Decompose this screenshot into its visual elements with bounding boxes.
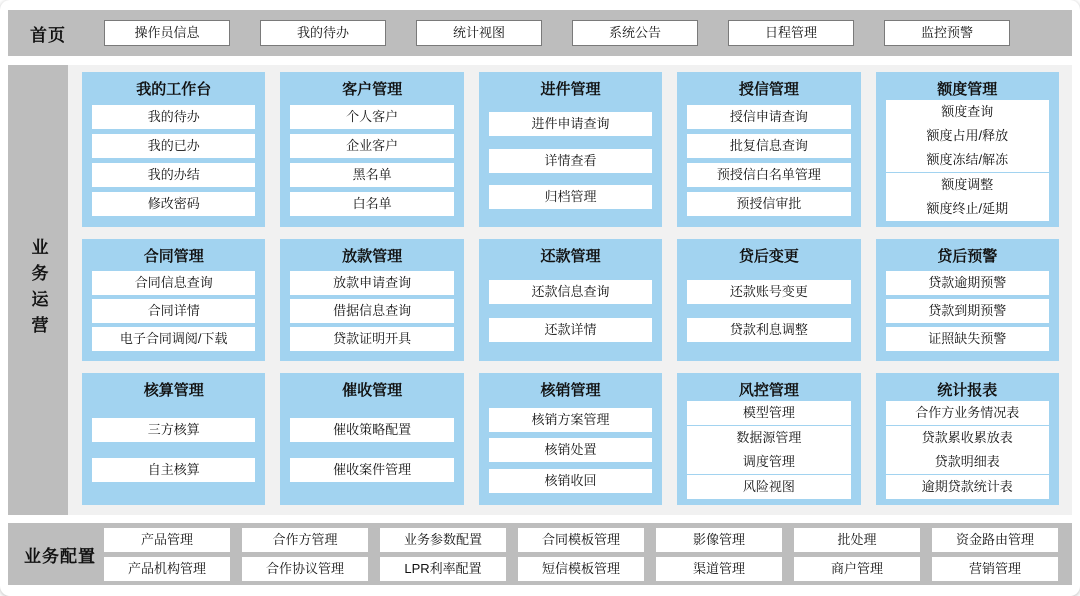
menu-item-button[interactable]: 合作方业务情况表 [886,401,1049,425]
module-group-title: 客户管理 [342,81,403,98]
menu-item-button[interactable]: 还款详情 [489,318,652,342]
home-section-label: 首页 [30,25,66,45]
operations-grid [68,65,1072,515]
operations-section-label: 业务运营 [28,238,48,342]
config-menu-button[interactable]: 业务参数配置 [380,528,506,552]
module-group-title: 合同管理 [143,248,204,265]
menu-item-button[interactable]: 我的办结 [92,163,255,187]
menu-item-button[interactable]: 模型管理 [687,401,850,425]
menu-item-button[interactable]: 进件申请查询 [489,112,652,136]
module-group-items [687,401,850,499]
menu-item-button[interactable]: 贷款利息调整 [687,318,850,342]
config-menu-button[interactable]: 批处理 [794,528,920,552]
config-menu-button[interactable]: 影像管理 [656,528,782,552]
module-group [677,72,860,227]
module-group-items [290,100,453,221]
menu-item-button[interactable]: 催收策略配置 [290,418,453,442]
menu-item-button[interactable]: 合同信息查询 [92,271,255,295]
module-group [677,239,860,361]
module-group-title: 核销管理 [540,382,601,399]
menu-item-button[interactable]: 三方核算 [92,418,255,442]
module-group-title: 贷后预警 [937,248,998,265]
config-section-label: 业务配置 [24,546,96,566]
menu-item-button[interactable]: 逾期贷款统计表 [886,475,1049,499]
operations-rail [8,65,68,515]
module-group [280,373,463,505]
module-group-items [290,401,453,499]
menu-item-button[interactable]: 归档管理 [489,185,652,209]
menu-item-button[interactable]: 贷款累收累放表 [886,426,1049,450]
operations-section [8,65,1072,515]
module-group-items [290,267,453,355]
menu-item-button[interactable]: 核销处置 [489,438,652,462]
menu-item-button[interactable]: 额度查询 [886,100,1049,124]
menu-item-button[interactable]: 预授信白名单管理 [687,163,850,187]
menu-item-button[interactable]: 贷款明细表 [886,450,1049,474]
module-group-items [92,267,255,355]
config-menu-button[interactable]: 营销管理 [932,557,1058,581]
module-group-items [489,100,652,221]
module-group-items [886,267,1049,355]
home-menu-button[interactable]: 我的待办 [260,20,386,46]
module-group [479,239,662,361]
home-menu-button[interactable]: 操作员信息 [104,20,230,46]
module-group-title: 核算管理 [143,382,204,399]
module-group [479,72,662,227]
home-menu-button[interactable]: 日程管理 [728,20,854,46]
config-grid [104,528,1072,581]
menu-item-button[interactable]: 我的待办 [92,105,255,129]
module-group [280,239,463,361]
module-group-title: 额度管理 [937,81,998,98]
menu-item-button[interactable]: 贷款逾期预警 [886,271,1049,295]
config-menu-button[interactable]: 合同模板管理 [518,528,644,552]
config-menu-button[interactable]: 短信模板管理 [518,557,644,581]
module-group-title: 催收管理 [342,382,403,399]
menu-item-button[interactable]: 放款申请查询 [290,271,453,295]
menu-item-button[interactable]: 额度调整 [886,173,1049,197]
menu-item-button[interactable]: 额度冻结/解冻 [886,148,1049,172]
module-group-items [886,100,1049,221]
module-group-items [886,401,1049,499]
menu-item-button[interactable]: 额度占用/释放 [886,124,1049,148]
menu-item-button[interactable]: 还款信息查询 [489,280,652,304]
home-menu-button[interactable]: 监控预警 [884,20,1010,46]
module-group-items [489,401,652,499]
menu-item-button[interactable]: 企业客户 [290,134,453,158]
menu-item-button[interactable]: 贷款证明开具 [290,327,453,351]
menu-item-button[interactable]: 数据源管理 [687,426,850,450]
menu-item-button[interactable]: 还款账号变更 [687,280,850,304]
menu-item-button[interactable]: 预授信审批 [687,192,850,216]
menu-item-button[interactable]: 电子合同调阅/下载 [92,327,255,351]
menu-item-button[interactable]: 我的已办 [92,134,255,158]
config-menu-button[interactable]: 商户管理 [794,557,920,581]
module-group-title: 还款管理 [540,248,601,265]
module-group-title: 进件管理 [540,81,601,98]
config-menu-button[interactable]: 合作方管理 [242,528,368,552]
module-group-items [687,100,850,221]
config-menu-button[interactable]: 合作协议管理 [242,557,368,581]
module-group-items [92,100,255,221]
home-section-bar [8,10,1072,56]
module-group [280,72,463,227]
home-menu-button[interactable]: 统计视图 [416,20,542,46]
module-group [677,373,860,505]
menu-item-button[interactable]: 合同详情 [92,299,255,323]
config-menu-button[interactable]: 资金路由管理 [932,528,1058,552]
module-group-title: 统计报表 [937,382,998,399]
config-section-bar [8,523,1072,585]
module-group [479,373,662,505]
module-group-title: 授信管理 [738,81,799,98]
module-group [82,239,265,361]
module-group-items [489,267,652,355]
config-menu-button[interactable]: 产品机构管理 [104,557,230,581]
module-group-title: 放款管理 [342,248,403,265]
menu-item-button[interactable]: 借据信息查询 [290,299,453,323]
module-group-items [92,401,255,499]
module-group [82,72,265,227]
module-group-title: 风控管理 [738,382,799,399]
config-menu-button[interactable]: 渠道管理 [656,557,782,581]
menu-item-button[interactable]: 风险视图 [687,475,850,499]
home-menu-button[interactable]: 系统公告 [572,20,698,46]
menu-item-button[interactable]: 批复信息查询 [687,134,850,158]
home-buttons [104,20,1072,46]
config-menu-button[interactable]: 产品管理 [104,528,230,552]
menu-item-button[interactable]: 详情查看 [489,149,652,173]
menu-item-button[interactable]: 核销收回 [489,469,652,493]
menu-item-button[interactable]: 证照缺失预警 [886,327,1049,351]
menu-item-button[interactable]: 催收案件管理 [290,458,453,482]
menu-item-button[interactable]: 黑名单 [290,163,453,187]
menu-item-button[interactable]: 白名单 [290,192,453,216]
module-group-title: 我的工作台 [136,81,212,98]
menu-item-button[interactable]: 核销方案管理 [489,408,652,432]
module-group [82,373,265,505]
menu-item-button[interactable]: 个人客户 [290,105,453,129]
menu-item-button[interactable]: 修改密码 [92,192,255,216]
module-group [876,373,1059,505]
menu-item-button[interactable]: 贷款到期预警 [886,299,1049,323]
module-group-title: 贷后变更 [738,248,799,265]
module-group [876,239,1059,361]
module-group [876,72,1059,227]
menu-item-button[interactable]: 调度管理 [687,450,850,474]
menu-item-button[interactable]: 额度终止/延期 [886,197,1049,221]
menu-item-button[interactable]: 自主核算 [92,458,255,482]
module-group-items [687,267,850,355]
menu-item-button[interactable]: 授信申请查询 [687,105,850,129]
config-menu-button[interactable]: LPR利率配置 [380,557,506,581]
